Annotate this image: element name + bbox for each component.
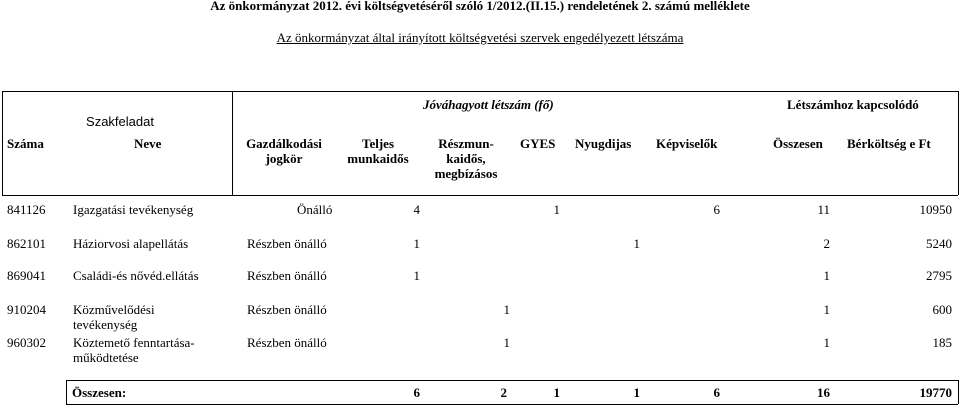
- row-szama: 862101: [7, 236, 46, 251]
- row-neve: Köztemető fenntartása-működtetése: [73, 335, 195, 365]
- header-osszesen: Összesen: [773, 136, 823, 151]
- header-teljes: Teljes munkaidős: [347, 136, 409, 166]
- header-neve: Neve: [134, 136, 162, 151]
- row-teljes: 1: [503, 302, 510, 317]
- row-kepviselok: 6: [713, 202, 720, 217]
- row-teljes: 4: [413, 202, 420, 217]
- row-jogkor: Részben önálló: [247, 236, 327, 251]
- document-subtitle: Az önkormányzat által irányított költségvetési szervek engedélyezett létszáma: [276, 30, 684, 45]
- totals-kepviselok: 6: [713, 385, 720, 400]
- row-szama: 841126: [7, 202, 46, 217]
- row-osszesen: 11: [817, 202, 830, 217]
- row-jogkor: Részben önálló: [247, 268, 327, 283]
- header-letszamhoz: Létszámhoz kapcsolódó: [787, 97, 919, 112]
- totals-reszmun: 2: [500, 385, 507, 400]
- totals-osszesen: 16: [817, 385, 830, 400]
- row-teljes: 1: [503, 335, 510, 350]
- row-neve: Közművelődési tevékenység: [73, 302, 155, 332]
- header-gazdalkodasi: Gazdálkodási jogkör: [246, 136, 322, 166]
- row-gyes: 1: [633, 236, 640, 251]
- header-berkoltseg: Bérköltség e Ft: [847, 136, 931, 151]
- row-berkoltseg: 185: [932, 335, 952, 350]
- row-osszesen: 1: [823, 302, 830, 317]
- row-berkoltseg: 2795: [926, 268, 952, 283]
- row-osszesen: 2: [823, 236, 830, 251]
- row-teljes: 1: [413, 268, 420, 283]
- row-neve: Igazgatási tevékenység: [73, 202, 194, 217]
- totals-gyes: 1: [553, 385, 560, 400]
- document-title: Az önkormányzat 2012. évi költségvetéséről szóló 1/2012.(II.15.) rendeletének 2. számú melléklete: [210, 0, 750, 13]
- header-reszmun: Részmun-kaidős, megbízásos: [434, 136, 498, 181]
- header-nyugdijas: Nyugdijas: [575, 136, 632, 151]
- header-gyes: GYES: [520, 136, 556, 151]
- header-jovahagyott: Jóváhagyott létszám (fő): [423, 97, 554, 112]
- row-jogkor: Önálló: [297, 202, 333, 217]
- header-szakfeladat: Szakfeladat: [86, 114, 154, 129]
- row-berkoltseg: 600: [932, 302, 952, 317]
- totals-teljes: 6: [413, 385, 420, 400]
- header-kepviselok: Képviselők: [656, 136, 718, 151]
- row-jogkor: Részben önálló: [247, 302, 327, 317]
- row-szama: 960302: [7, 335, 46, 350]
- header-szama: Száma: [7, 136, 44, 151]
- row-neve: Háziorvosi alapellátás: [73, 236, 189, 251]
- row-teljes: 1: [413, 236, 420, 251]
- row-berkoltseg: 10950: [919, 202, 952, 217]
- row-szama: 869041: [7, 268, 46, 283]
- row-szama: 910204: [7, 302, 46, 317]
- row-berkoltseg: 5240: [926, 236, 952, 251]
- row-neve: Családi-és nővéd.ellátás: [73, 268, 199, 283]
- totals-nyugdijas: 1: [633, 385, 640, 400]
- row-osszesen: 1: [823, 335, 830, 350]
- totals-berkoltseg: 19770: [919, 385, 952, 400]
- row-jogkor: Részben önálló: [247, 335, 327, 350]
- row-gyes: 1: [553, 202, 560, 217]
- row-osszesen: 1: [823, 268, 830, 283]
- totals-label: Összesen:: [72, 385, 127, 400]
